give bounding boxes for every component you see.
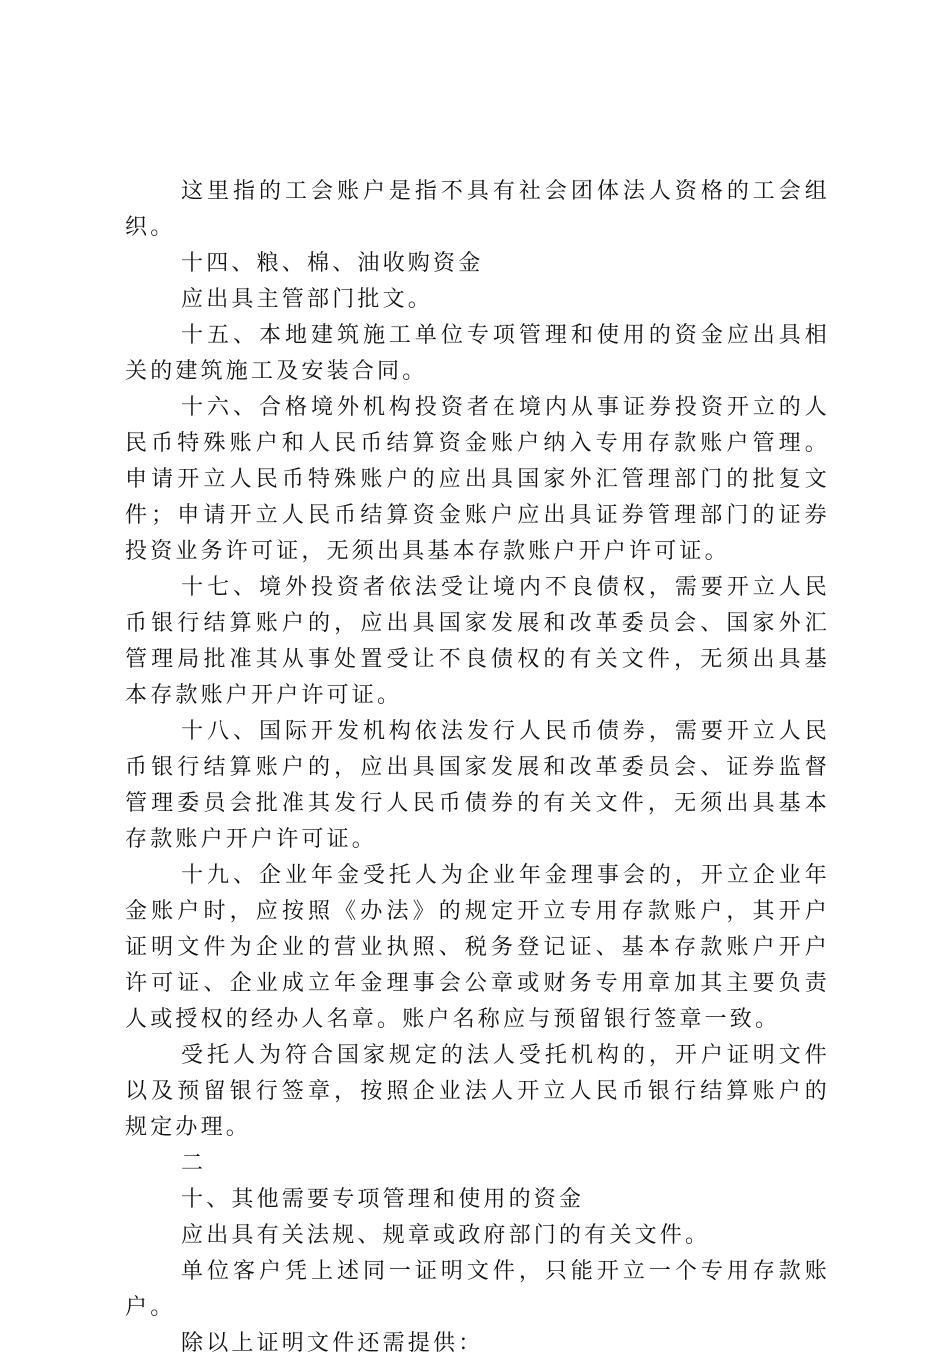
heading-14-grain-funds: 十四、粮、棉、油收购资金: [181, 251, 484, 276]
paragraph-17-foreign-investors: 十七、境外投资者依法受让境内不良债权，需要开立人民币银行结算账户的，应出具国家发展和改革委员会、国家外汇管理局批准其从事处置受让不良债权的有关文件，无须出具基本存款账户开户许可证。: [125, 575, 830, 708]
paragraph-single-account: 单位客户凭上述同一证明文件，只能开立一个专用存款账户。: [125, 1259, 830, 1320]
paragraph-18-development-institutions: 十八、国际开发机构依法发行人民币债券，需要开立人民币银行结算账户的，应出具国家发展和改革委员会、证券监督管理委员会批准其发行人民币债券的有关文件，无须出具基本存款账户开户许可证。: [125, 719, 830, 852]
paragraph-19-enterprise-annuity: 十九、企业年金受托人为企业年金理事会的，开立企业年金账户时，应按照《办法》的规定开立专用存款账户，其开户证明文件为企业的营业执照、税务登记证、基本存款账户开户许可证、企业成立年金理事会公章或财务专用章加其主要负责人或授权的经办人名章。账户名称应与预留银行签章一致。: [125, 863, 830, 1032]
paragraph-14-requirement: 应出具主管部门批文。: [181, 287, 434, 312]
paragraph-15-construction: 十五、本地建筑施工单位专项管理和使用的资金应出具相关的建筑施工及安装合同。: [125, 323, 830, 384]
document-body: [125, 174, 830, 1362]
paragraph-fragment-er: 二: [181, 1151, 207, 1176]
paragraph-union-account: 这里指的工会账户是指不具有社会团体法人资格的工会组织。: [125, 179, 830, 240]
heading-20-other-funds: 十、其他需要专项管理和使用的资金: [181, 1187, 585, 1212]
paragraph-20-requirement: 应出具有关法规、规章或政府部门的有关文件。: [181, 1223, 711, 1248]
paragraph-16-qfii: 十六、合格境外机构投资者在境内从事证券投资开立的人民币特殊账户和人民币结算资金账户纳入专用存款账户管理。申请开立人民币特殊账户的应出具国家外汇管理部门的批复文件；申请开立人民币结算资金账户应出具证券管理部门的证券投资业务许可证，无须出具基本存款账户开户许可证。: [125, 395, 830, 564]
paragraph-additional-docs: 除以上证明文件还需提供：: [181, 1331, 484, 1356]
paragraph-19-trustee: 受托人为符合国家规定的法人受托机构的，开户证明文件以及预留银行签章，按照企业法人开立人民币银行结算账户的规定办理。: [125, 1043, 830, 1140]
